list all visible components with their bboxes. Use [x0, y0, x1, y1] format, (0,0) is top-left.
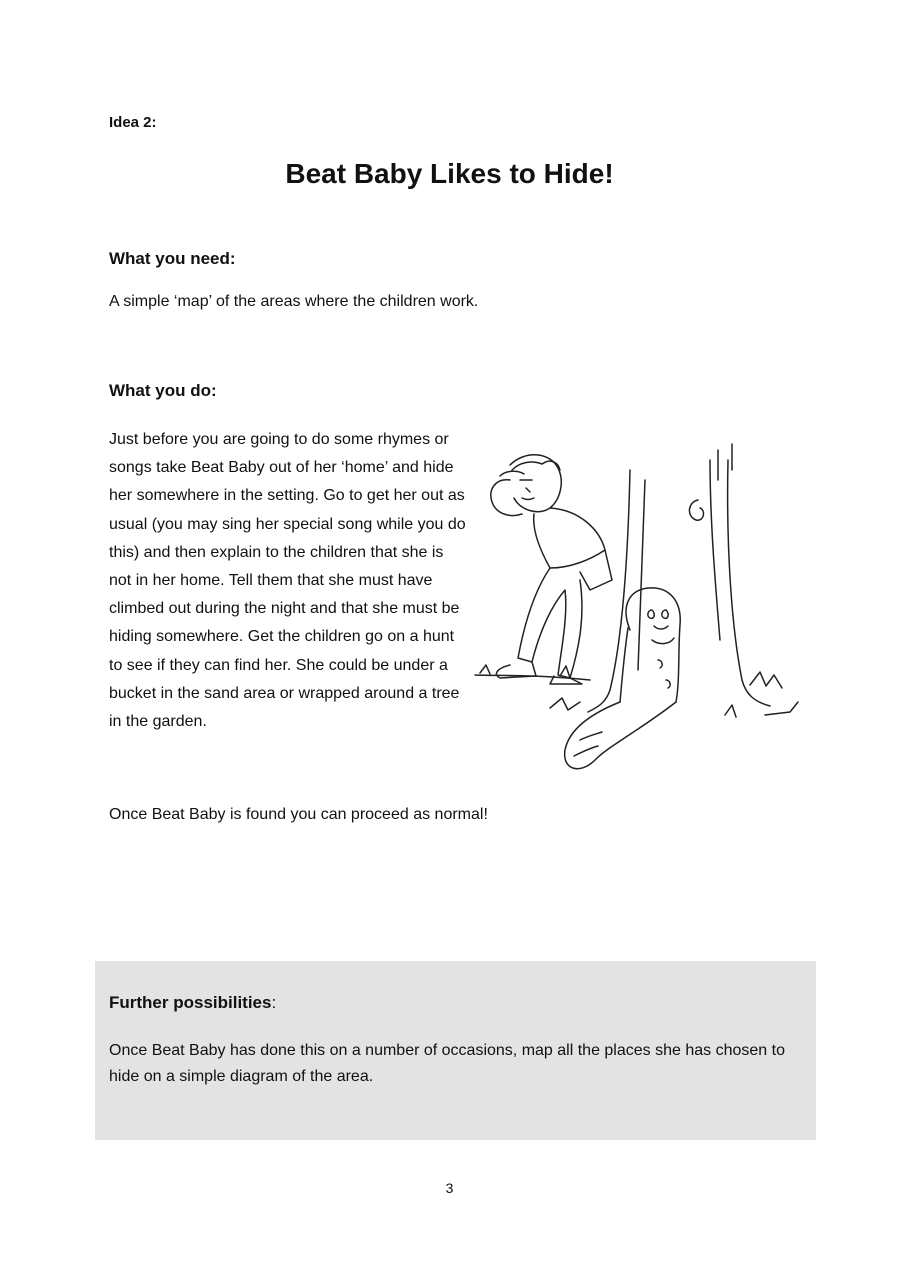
what-you-need-heading: What you need:	[109, 249, 236, 268]
beat-baby-body	[626, 588, 680, 702]
boy-tree-beat-baby-illustration	[470, 440, 810, 780]
tree-trunk	[588, 470, 630, 712]
what-you-do-heading: What you do:	[109, 381, 217, 400]
closing-text: Once Beat Baby is found you can proceed as normal!	[109, 806, 488, 823]
further-possibilities-text: Once Beat Baby has done this on a number of occasions, map all the places she has chosen to hide on a simple diagram of the area.	[109, 1042, 785, 1085]
boy-legs	[518, 568, 582, 678]
what-you-do-text: Just before you are going to do some rhymes or songs take Beat Baby out of her ‘home’ and hide her somewhere in the setting. Go to get her out as usual (you may sing her special song while you do this) and then explain to the children that she is not in her home. Tell them that she must have climbed out during the night and that she must be hiding somewhere. Get the children go on a hunt to see if they can find her. She could be under a bucket in the sand area or wrapped around a tree in the garden.	[109, 431, 466, 731]
page-title: Beat Baby Likes to Hide!	[285, 158, 614, 189]
boy-torso	[534, 508, 605, 568]
page-number: 3	[445, 1180, 454, 1196]
further-possibilities-heading	[109, 993, 276, 1013]
further-possibilities-box	[95, 961, 816, 1140]
idea-label: Idea 2:	[109, 114, 157, 131]
tree-trunk-right	[728, 460, 770, 706]
further-heading-colon: :	[271, 993, 277, 1012]
beat-baby-tail	[565, 702, 676, 769]
what-you-need-text: A simple ‘map’ of the areas where the children work.	[109, 293, 479, 310]
boy-head	[510, 455, 561, 512]
further-heading-text: Further possibilities	[109, 993, 272, 1012]
